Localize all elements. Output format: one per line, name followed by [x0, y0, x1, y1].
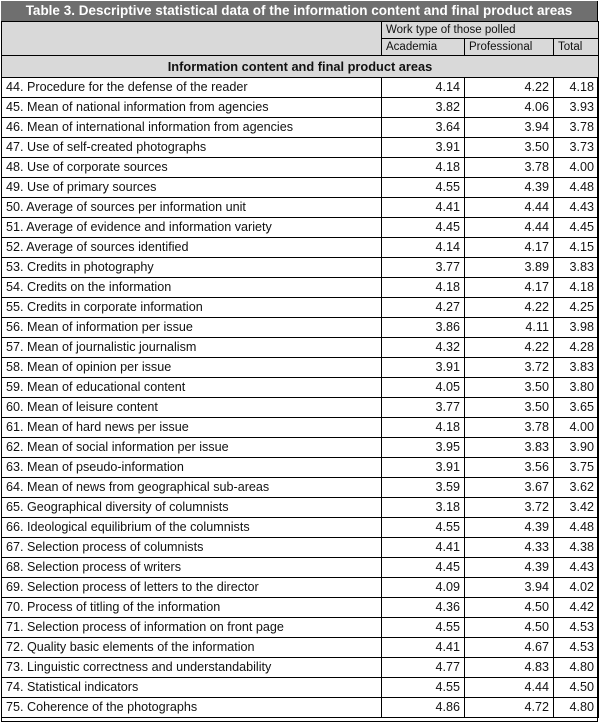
- row-label: 54. Credits on the information: [2, 278, 382, 298]
- table-row: [2, 418, 599, 438]
- row-label: 65. Geographical diversity of columnists: [2, 498, 382, 518]
- cell-total: 3.80: [554, 378, 599, 398]
- table-row: [2, 98, 599, 118]
- cell-total: 4.25: [554, 298, 599, 318]
- table-row: [2, 358, 599, 378]
- cell-total: 4.48: [554, 178, 599, 198]
- cell-total: 4.00: [554, 158, 599, 178]
- cell-academia: 4.45: [382, 218, 465, 238]
- cell-academia: 3.18: [382, 498, 465, 518]
- cell-academia: 3.77: [382, 258, 465, 278]
- row-label: 67. Selection process of columnists: [2, 538, 382, 558]
- cell-professional: 4.22: [465, 338, 554, 358]
- cell-professional: 4.44: [465, 198, 554, 218]
- row-label: 56. Mean of information per issue: [2, 318, 382, 338]
- cell-total: 4.18: [554, 278, 599, 298]
- table-title: Table 3. Descriptive statistical data of the information content and final product areas: [1, 1, 597, 21]
- cell-professional: 3.50: [465, 378, 554, 398]
- cell-professional: 3.50: [465, 138, 554, 158]
- column-header-professional: Professional: [465, 39, 554, 56]
- cell-professional: 3.83: [465, 438, 554, 458]
- cell-academia: 4.55: [382, 618, 465, 638]
- table-row: [2, 638, 599, 658]
- cell-academia: 4.32: [382, 338, 465, 358]
- cell-academia: 4.77: [382, 658, 465, 678]
- row-label: 62. Mean of social information per issue: [2, 438, 382, 458]
- row-label: 48. Use of corporate sources: [2, 158, 382, 178]
- cell-academia: 3.91: [382, 458, 465, 478]
- cell-academia: 3.91: [382, 138, 465, 158]
- cell-academia: 3.82: [382, 98, 465, 118]
- row-label: 66. Ideological equilibrium of the columnists: [2, 518, 382, 538]
- cell-total: 4.00: [554, 418, 599, 438]
- cell-academia: 3.77: [382, 398, 465, 418]
- table-row: [2, 558, 599, 578]
- header-row-group: [2, 22, 599, 39]
- row-label: 61. Mean of hard news per issue: [2, 418, 382, 438]
- cell-professional: 4.44: [465, 678, 554, 698]
- cell-academia: 4.14: [382, 78, 465, 98]
- cell-academia: 3.95: [382, 438, 465, 458]
- cell-academia: 4.14: [382, 238, 465, 258]
- cell-academia: 3.91: [382, 358, 465, 378]
- table-row: [2, 578, 599, 598]
- cell-professional: 4.50: [465, 598, 554, 618]
- table-row: [2, 678, 599, 698]
- cell-professional: 4.83: [465, 658, 554, 678]
- cell-professional: 3.94: [465, 578, 554, 598]
- cell-professional: 3.78: [465, 158, 554, 178]
- cell-professional: 3.56: [465, 458, 554, 478]
- table-row: [2, 618, 599, 638]
- table-row: [2, 198, 599, 218]
- cell-professional: 3.50: [465, 398, 554, 418]
- cell-professional: 4.17: [465, 238, 554, 258]
- cell-academia: 4.55: [382, 678, 465, 698]
- row-label: 68. Selection process of writers: [2, 558, 382, 578]
- table-row: [2, 498, 599, 518]
- cell-professional: 4.50: [465, 618, 554, 638]
- cell-professional: 4.39: [465, 558, 554, 578]
- cell-academia: 3.64: [382, 118, 465, 138]
- table-row: [2, 518, 599, 538]
- table-row: [2, 78, 599, 98]
- table-row: [2, 458, 599, 478]
- cell-professional: 4.39: [465, 518, 554, 538]
- cell-academia: 4.09: [382, 578, 465, 598]
- cell-total: 3.62: [554, 478, 599, 498]
- cell-academia: 4.55: [382, 518, 465, 538]
- cell-total: 3.90: [554, 438, 599, 458]
- cell-total: 4.43: [554, 198, 599, 218]
- cell-academia: 4.41: [382, 198, 465, 218]
- table-body: [2, 22, 599, 718]
- row-label: 71. Selection process of information on front page: [2, 618, 382, 638]
- row-label: 55. Credits in corporate information: [2, 298, 382, 318]
- cell-total: 3.78: [554, 118, 599, 138]
- table-row: [2, 138, 599, 158]
- cell-professional: 4.72: [465, 698, 554, 718]
- cell-total: 4.42: [554, 598, 599, 618]
- row-label: 57. Mean of journalistic journalism: [2, 338, 382, 358]
- column-header-total: Total: [554, 39, 599, 56]
- table-row: [2, 398, 599, 418]
- cell-academia: 4.18: [382, 278, 465, 298]
- row-label: 60. Mean of leisure content: [2, 398, 382, 418]
- cell-academia: 3.86: [382, 318, 465, 338]
- table-row: [2, 258, 599, 278]
- cell-professional: 4.39: [465, 178, 554, 198]
- section-row: [2, 56, 599, 78]
- cell-total: 4.48: [554, 518, 599, 538]
- cell-professional: 4.22: [465, 298, 554, 318]
- cell-academia: 4.41: [382, 638, 465, 658]
- cell-total: 4.38: [554, 538, 599, 558]
- row-label: 46. Mean of international information from agencies: [2, 118, 382, 138]
- table-row: [2, 478, 599, 498]
- section-label: Information content and final product areas: [2, 56, 599, 78]
- table-row: [2, 298, 599, 318]
- cell-professional: 3.78: [465, 418, 554, 438]
- table-row: [2, 438, 599, 458]
- cell-total: 3.75: [554, 458, 599, 478]
- row-label: 51. Average of evidence and information variety: [2, 218, 382, 238]
- cell-professional: 4.22: [465, 78, 554, 98]
- cell-total: 3.73: [554, 138, 599, 158]
- table-row: [2, 538, 599, 558]
- cell-professional: 4.17: [465, 278, 554, 298]
- cell-total: 4.28: [554, 338, 599, 358]
- cell-professional: 4.33: [465, 538, 554, 558]
- row-label: 64. Mean of news from geographical sub-areas: [2, 478, 382, 498]
- cell-professional: 3.72: [465, 498, 554, 518]
- cell-total: 4.50: [554, 678, 599, 698]
- cell-academia: 4.27: [382, 298, 465, 318]
- statistics-table: [1, 21, 599, 718]
- row-label: 44. Procedure for the defense of the reader: [2, 78, 382, 98]
- cell-total: 4.45: [554, 218, 599, 238]
- cell-total: 3.93: [554, 98, 599, 118]
- cell-total: 3.83: [554, 258, 599, 278]
- cell-total: 4.15: [554, 238, 599, 258]
- cell-academia: 4.55: [382, 178, 465, 198]
- row-label: 63. Mean of pseudo-information: [2, 458, 382, 478]
- table-row: [2, 698, 599, 718]
- row-label: 58. Mean of opinion per issue: [2, 358, 382, 378]
- table-row: [2, 218, 599, 238]
- cell-total: 4.18: [554, 78, 599, 98]
- cell-total: 4.80: [554, 658, 599, 678]
- cell-professional: 3.67: [465, 478, 554, 498]
- cell-total: 3.83: [554, 358, 599, 378]
- cell-total: 4.02: [554, 578, 599, 598]
- cell-total: 3.98: [554, 318, 599, 338]
- row-label: 73. Linguistic correctness and understandability: [2, 658, 382, 678]
- cell-total: 4.53: [554, 638, 599, 658]
- column-header-academia: Academia: [382, 39, 465, 56]
- cell-professional: 4.06: [465, 98, 554, 118]
- cell-professional: 4.67: [465, 638, 554, 658]
- table-row: [2, 178, 599, 198]
- row-label: 72. Quality basic elements of the information: [2, 638, 382, 658]
- table-row: [2, 278, 599, 298]
- table-row: [2, 158, 599, 178]
- table-row: [2, 318, 599, 338]
- cell-professional: 4.44: [465, 218, 554, 238]
- table-row: [2, 238, 599, 258]
- cell-academia: 4.05: [382, 378, 465, 398]
- row-label: 53. Credits in photography: [2, 258, 382, 278]
- row-label: 45. Mean of national information from agencies: [2, 98, 382, 118]
- cell-academia: 4.18: [382, 418, 465, 438]
- cell-professional: 3.94: [465, 118, 554, 138]
- cell-professional: 3.72: [465, 358, 554, 378]
- row-label: 49. Use of primary sources: [2, 178, 382, 198]
- row-label: 52. Average of sources identified: [2, 238, 382, 258]
- cell-total: 3.65: [554, 398, 599, 418]
- row-label: 75. Coherence of the photographs: [2, 698, 382, 718]
- row-label: 50. Average of sources per information unit: [2, 198, 382, 218]
- row-label: 70. Process of titling of the information: [2, 598, 382, 618]
- cell-total: 4.80: [554, 698, 599, 718]
- row-label: 74. Statistical indicators: [2, 678, 382, 698]
- row-label: 59. Mean of educational content: [2, 378, 382, 398]
- table-row: [2, 378, 599, 398]
- row-label: 47. Use of self-created photographs: [2, 138, 382, 158]
- table-row: [2, 118, 599, 138]
- header-group-label: Work type of those polled: [382, 22, 599, 39]
- cell-total: 3.42: [554, 498, 599, 518]
- cell-total: 4.43: [554, 558, 599, 578]
- cell-professional: 3.89: [465, 258, 554, 278]
- row-label: 69. Selection process of letters to the director: [2, 578, 382, 598]
- table-row: [2, 598, 599, 618]
- cell-academia: 4.86: [382, 698, 465, 718]
- cell-academia: 4.41: [382, 538, 465, 558]
- cell-academia: 4.36: [382, 598, 465, 618]
- cell-total: 4.53: [554, 618, 599, 638]
- cell-professional: 4.11: [465, 318, 554, 338]
- cell-academia: 3.59: [382, 478, 465, 498]
- table-row: [2, 658, 599, 678]
- table-row: [2, 338, 599, 358]
- header-blank-cell: [2, 22, 382, 56]
- cell-academia: 4.45: [382, 558, 465, 578]
- cell-academia: 4.18: [382, 158, 465, 178]
